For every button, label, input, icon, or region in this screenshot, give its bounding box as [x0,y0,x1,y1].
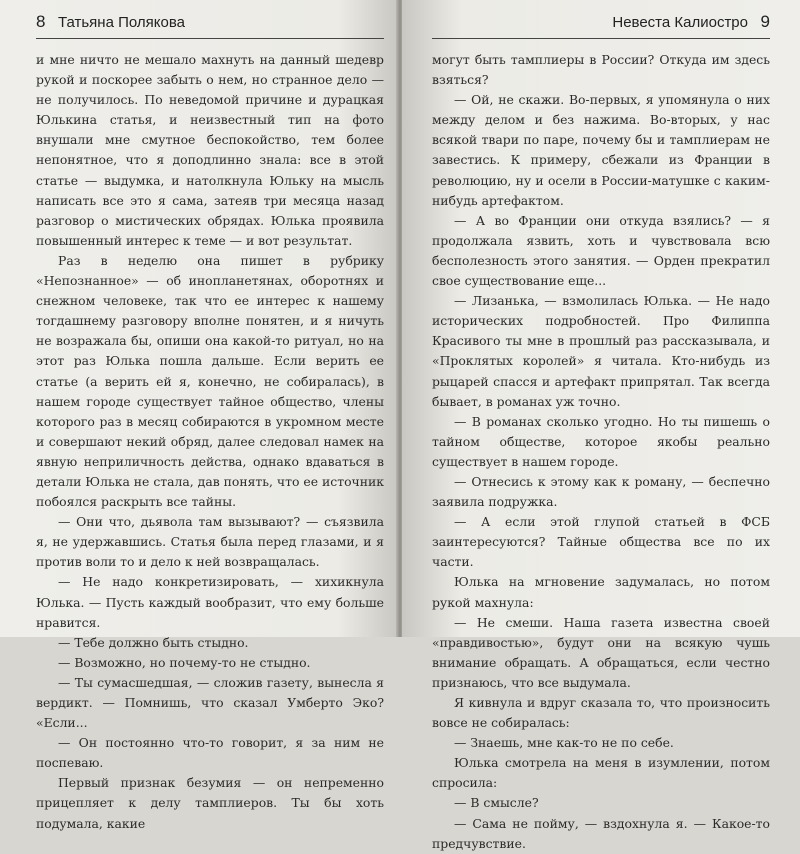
paragraph: Юлька смотрела на меня в изумлении, потом спросила: [432,755,770,791]
left-page [0,0,398,831]
paragraph: — В романах сколько угодно. Но ты пишешь о тайном обществе, которое якобы реально существует в нашем городе. [432,413,770,469]
right-page-text [432,50,770,854]
paragraph: Раз в неделю она пишет в рубрику «Непознанное» — об инопланетянах, оборотнях и снежном человеке, так что ее интерес к нашему тогдашнему разговору вполне понятен, и я ничуть не возражала бы, опиши она какой-то ритуал, но на этот раз Юлька пошла дальше. Если верить ее статье (а верить ей я, конечно, не собиралась), в нашем городе существует тайное общество, члены которого раз в месяц собираются в укромном месте и совершают некий обряд, далее следовал намек на явную неприличность действа, однако вдаваться в детали Юлька не стала, дав понять, что ее источник побоялся раскрыть все тайны. [36,252,384,510]
paragraph: Первый признак безумия — он непременно прицепляет к делу тамплиеров. Ты бы хоть подумала, какие [36,775,384,831]
right-page-number: 9 [760,12,770,31]
paragraph: — Лизанька, — взмолилась Юлька. — Не надо исторических подробностей. Про Филиппа Красивого ты мне в прошлый раз рассказывала, и «Проклятых королей» я читала. Кто-нибудь из рыцарей спасся и артефакт припрятал. Так всегда бывает, в романах уж точно. [432,293,770,409]
paragraph: — А во Франции они откуда взялись? — я продолжала язвить, хоть и чувствовала всю бесполезность этого занятия. — Орден прекратил свое существование еще... [432,212,770,289]
paragraph: и мне ничто не мешало махнуть на данный шедевр рукой и поскорее забыть о нем, но странное дело — не получилось. По неведомой причине и дурацкая Юлькина статья, и неизвестный тип на фото внушали мне смутное беспокойство, тем более непонятное, что я доподлинно знала: все в этой статье — выдумка, и натолкнула Юльку на мысль написать все это я сама, затеяв три месяца назад разговор о мистических обрядах. Юлька проявила повышенный интерес к теме — и вот результат. [36,52,384,248]
left-page-header [36,0,384,34]
left-page-text [36,50,384,834]
right-page-header [432,0,770,34]
paragraph: — Ты сумасшедшая, — сложив газету, вынесла я вердикт. — Помнишь, что сказал Умберто Эко? «Если... [36,674,384,731]
paragraph: — Не смеши. Наша газета известна своей «правдивостью», будут они на всякую чушь внимание обращать. А обращаться, если честно признаюсь, что все выдумала. [432,614,770,690]
paragraph: — Он постоянно что-то говорит, я за ним не поспеваю. [36,735,384,771]
paragraph: могут быть тамплиеры в России? Откуда им здесь взяться? [432,52,770,88]
paragraph: — Сама не пойму, — вздохнула я. — Какое-то предчувствие. [432,815,770,851]
paragraph: — В смысле? [454,795,539,811]
paragraph: — Ой, не скажи. Во-первых, я упомянула о них между делом и без нажима. Во-вторых, у нас всякой твари по паре, почему бы и тамплиерам не завестись. К примеру, сбежали из Франции в революцию, ну и осели в России-матушке с каким-нибудь артефактом. [432,92,770,208]
paragraph: — А если этой глупой статьей в ФСБ заинтересуются? Тайные общества все по их части. [432,514,770,570]
right-page [402,0,800,851]
paragraph: Я кивнула и вдруг сказала то, что произносить вовсе не собиралась: [432,695,770,731]
left-running-head: Татьяна Полякова [58,14,185,31]
paragraph: Юлька на мгновение задумалась, но потом рукой махнула: [432,574,770,610]
right-running-head: Невеста Калиостро [612,14,748,31]
right-header-rule [432,38,770,39]
paragraph: — Они что, дьявола там вызывают? — съязвила я, не удержавшись. Статья была перед глазами, и я против воли то и дело к ней возвращалась. [36,514,384,570]
paragraph: — Тебе должно быть стыдно. [58,634,249,650]
paragraph: — Знаешь, мне как-то не по себе. [454,735,674,751]
paragraph: — Не надо конкретизировать, — хихикнула Юлька. — Пусть каждый вообразит, что ему больше нравится. [36,574,384,630]
left-page-number: 8 [36,12,46,31]
left-header-rule [36,38,384,39]
paragraph: — Возможно, но почему-то не стыдно. [58,654,311,670]
paragraph: — Отнесись к этому как к роману, — беспечно заявила подружка. [432,473,770,510]
